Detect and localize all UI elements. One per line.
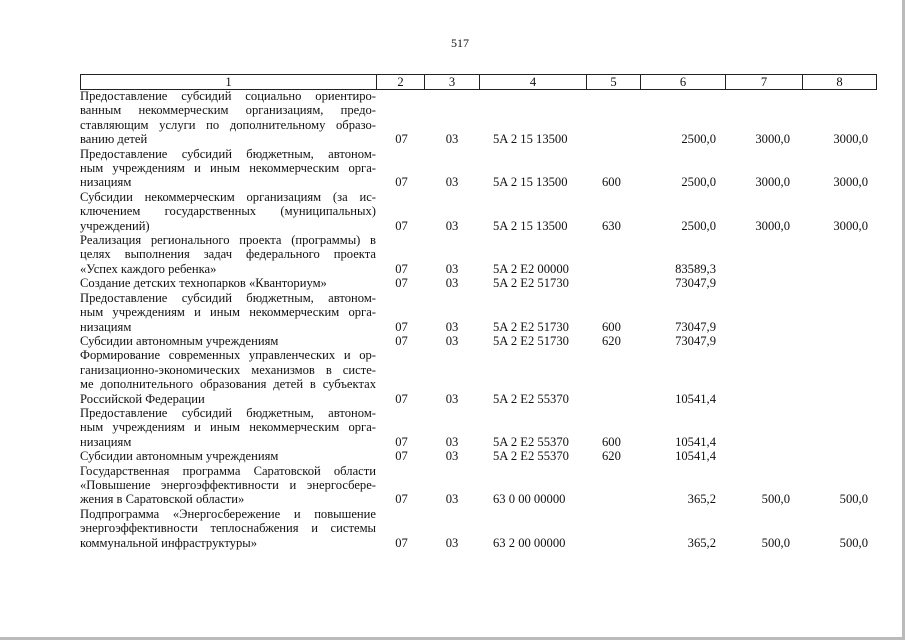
cell-c6: 2500,0 xyxy=(681,218,716,233)
cell-c6: 10541,4 xyxy=(675,434,716,449)
description-line: ным учреждениям и иным некоммерческим орга- xyxy=(80,161,376,176)
cell-c5 xyxy=(585,507,638,550)
cell-c8: 500,0 xyxy=(839,535,868,550)
cell-c5 xyxy=(585,348,638,406)
cell-c6: 365,2 xyxy=(687,535,716,550)
cell-c2: 07 xyxy=(395,333,408,348)
description-line: Субсидии автономным учреждениям xyxy=(80,333,279,348)
description-line: «Повышение энергоэффективности и энергосбере- xyxy=(80,477,376,492)
cell-c6: 83589,3 xyxy=(675,261,716,276)
description-line: ным учреждениям и иным некоммерческим орга- xyxy=(80,305,376,320)
table-row xyxy=(80,464,872,507)
header-col-6: 6 xyxy=(641,75,726,89)
page-number: 517 xyxy=(451,36,469,50)
description-line: Предоставление субсидий бюджетным, автоном- xyxy=(80,146,376,161)
row-description xyxy=(80,449,376,463)
cell-c2: 07 xyxy=(395,434,408,449)
cell-c7 xyxy=(722,233,798,276)
cell-c2: 07 xyxy=(395,535,408,550)
cell-c3: 03 xyxy=(445,261,459,276)
description-line: Российской Федерации xyxy=(80,391,205,406)
header-col-5: 5 xyxy=(587,75,641,89)
description-line: низациям xyxy=(80,434,132,449)
cell-c8: 3000,0 xyxy=(833,175,868,190)
table-row xyxy=(80,291,872,334)
cell-c4: 5A 2 15 13500 xyxy=(493,218,568,233)
cell-c5 xyxy=(585,464,638,507)
cell-c6: 2500,0 xyxy=(681,175,716,190)
cell-c2: 07 xyxy=(395,492,408,507)
cell-c5: 630 xyxy=(602,218,621,233)
cell-c2: 07 xyxy=(395,276,408,291)
description-line: Субсидии автономным учреждениям xyxy=(80,449,279,464)
cell-c8 xyxy=(798,449,872,463)
row-description xyxy=(80,147,376,190)
description-line: энергоэффективности теплоснабжения и системы xyxy=(80,521,376,536)
cell-c2: 07 xyxy=(395,449,408,464)
cell-c5: 620 xyxy=(602,449,621,464)
table-row xyxy=(80,89,872,147)
description-line: низациям xyxy=(80,175,132,190)
cell-c8: 3000,0 xyxy=(833,132,868,147)
description-line: Реализация регионального проекта (программы) в xyxy=(80,233,376,248)
row-description xyxy=(80,334,376,348)
header-col-7: 7 xyxy=(726,75,803,89)
cell-c5: 600 xyxy=(602,434,621,449)
cell-c8: 500,0 xyxy=(839,492,868,507)
cell-c8 xyxy=(798,233,872,276)
cell-c5: 600 xyxy=(602,175,621,190)
cell-c2: 07 xyxy=(395,391,408,406)
description-line: Государственная программа Саратовской области xyxy=(80,463,376,478)
cell-c7 xyxy=(722,449,798,463)
cell-c4: 5A 2 15 13500 xyxy=(493,175,568,190)
cell-c7: 500,0 xyxy=(761,492,790,507)
row-description xyxy=(80,464,376,507)
cell-c4: 5A 2 E2 55370 xyxy=(493,449,569,464)
description-line: учреждений) xyxy=(80,218,150,233)
table-row xyxy=(80,348,872,406)
row-description xyxy=(80,190,376,233)
cell-c3: 03 xyxy=(445,492,459,507)
cell-c8 xyxy=(798,291,872,334)
cell-c5 xyxy=(585,233,638,276)
cell-c4: 5A 2 E2 51730 xyxy=(493,333,569,348)
row-description xyxy=(80,406,376,449)
header-col-1: 1 xyxy=(81,75,377,89)
cell-c3: 03 xyxy=(445,132,459,147)
cell-c2: 07 xyxy=(395,175,408,190)
description-line: Субсидии некоммерческим организациям (за ис- xyxy=(80,189,376,204)
table-row xyxy=(80,190,872,233)
description-line: Создание детских технопарков «Кванториум» xyxy=(80,276,327,291)
cell-c3: 03 xyxy=(445,434,459,449)
description-line: ганизационно-экономических механизмов в систе- xyxy=(80,362,376,377)
cell-c8: 3000,0 xyxy=(833,218,868,233)
cell-c7 xyxy=(722,348,798,406)
description-line: ванным некоммерческим организациям, предо- xyxy=(80,103,376,118)
table-row xyxy=(80,334,872,348)
cell-c6: 73047,9 xyxy=(675,319,716,334)
description-line: ставляющим услуги по дополнительному образо- xyxy=(80,117,376,132)
cell-c7 xyxy=(722,406,798,449)
cell-c7: 3000,0 xyxy=(755,175,790,190)
cell-c3: 03 xyxy=(445,333,459,348)
table-row xyxy=(80,147,872,190)
table-row xyxy=(80,406,872,449)
cell-c3: 03 xyxy=(445,276,459,291)
cell-c7 xyxy=(722,276,798,290)
cell-c2: 07 xyxy=(395,261,408,276)
description-line: ключением государственных (муниципальных) xyxy=(80,204,376,219)
description-line: ванию детей xyxy=(80,132,148,147)
row-description xyxy=(80,233,376,276)
table-row xyxy=(80,507,872,550)
cell-c4: 5A 2 15 13500 xyxy=(493,132,568,147)
row-description xyxy=(80,276,376,290)
description-line: Предоставление субсидий бюджетным, автоном- xyxy=(80,290,376,305)
header-col-2: 2 xyxy=(377,75,425,89)
cell-c5 xyxy=(585,276,638,290)
cell-c2: 07 xyxy=(395,218,408,233)
cell-c4: 5A 2 E2 51730 xyxy=(493,276,569,291)
description-line: Предоставление субсидий социально ориентиро- xyxy=(80,89,376,103)
cell-c3: 03 xyxy=(445,449,459,464)
cell-c5: 620 xyxy=(602,333,621,348)
description-line: целях выполнения задач федерального проекта xyxy=(80,247,376,262)
cell-c4: 5A 2 E2 55370 xyxy=(493,434,569,449)
cell-c2: 07 xyxy=(395,132,408,147)
cell-c2: 07 xyxy=(395,319,408,334)
cell-c4: 63 2 00 00000 xyxy=(493,535,566,550)
cell-c3: 03 xyxy=(445,535,459,550)
cell-c4: 5A 2 E2 00000 xyxy=(493,261,569,276)
row-description xyxy=(80,291,376,334)
row-description xyxy=(80,507,376,550)
description-line: Формирование современных управленческих и ор- xyxy=(80,348,376,363)
description-line: ным учреждениям и иным некоммерческим орга- xyxy=(80,420,376,435)
cell-c8 xyxy=(798,334,872,348)
cell-c5 xyxy=(585,89,638,147)
cell-c8 xyxy=(798,348,872,406)
cell-c8 xyxy=(798,406,872,449)
cell-c3: 03 xyxy=(445,175,459,190)
budget-table xyxy=(80,89,872,550)
cell-c3: 03 xyxy=(445,218,459,233)
cell-c4: 5A 2 E2 51730 xyxy=(493,319,569,334)
cell-c5: 600 xyxy=(602,319,621,334)
table-row xyxy=(80,233,872,276)
cell-c4: 5A 2 E2 55370 xyxy=(493,391,569,406)
cell-c7: 500,0 xyxy=(761,535,790,550)
header-col-3: 3 xyxy=(425,75,480,89)
cell-c3: 03 xyxy=(445,319,459,334)
table-header xyxy=(80,74,877,90)
cell-c6: 73047,9 xyxy=(675,276,716,291)
cell-c6: 10541,4 xyxy=(675,391,716,406)
description-line: Подпрограмма «Энергосбережение и повышение xyxy=(80,506,376,521)
cell-c7: 3000,0 xyxy=(755,132,790,147)
header-col-8: 8 xyxy=(836,75,843,89)
cell-c7 xyxy=(722,291,798,334)
description-line: «Успех каждого ребенка» xyxy=(80,261,217,276)
cell-c6: 2500,0 xyxy=(681,132,716,147)
cell-c4: 63 0 00 00000 xyxy=(493,492,566,507)
description-line: жения в Саратовской области» xyxy=(80,492,245,507)
cell-c7 xyxy=(722,334,798,348)
row-description xyxy=(80,89,376,147)
cell-c3: 03 xyxy=(445,391,459,406)
cell-c8 xyxy=(798,276,872,290)
description-line: коммунальной инфраструктуры» xyxy=(80,535,258,550)
cell-c7: 3000,0 xyxy=(755,218,790,233)
header-col-4: 4 xyxy=(480,75,587,89)
cell-c6: 73047,9 xyxy=(675,333,716,348)
description-line: Предоставление субсидий бюджетным, автоном- xyxy=(80,405,376,420)
row-description xyxy=(80,348,376,406)
cell-c6: 10541,4 xyxy=(675,449,716,464)
table-row xyxy=(80,276,872,290)
table-row xyxy=(80,449,872,463)
cell-c6: 365,2 xyxy=(687,492,716,507)
description-line: низациям xyxy=(80,319,132,334)
description-line: ме дополнительного образования детей в субъектах xyxy=(80,377,376,392)
